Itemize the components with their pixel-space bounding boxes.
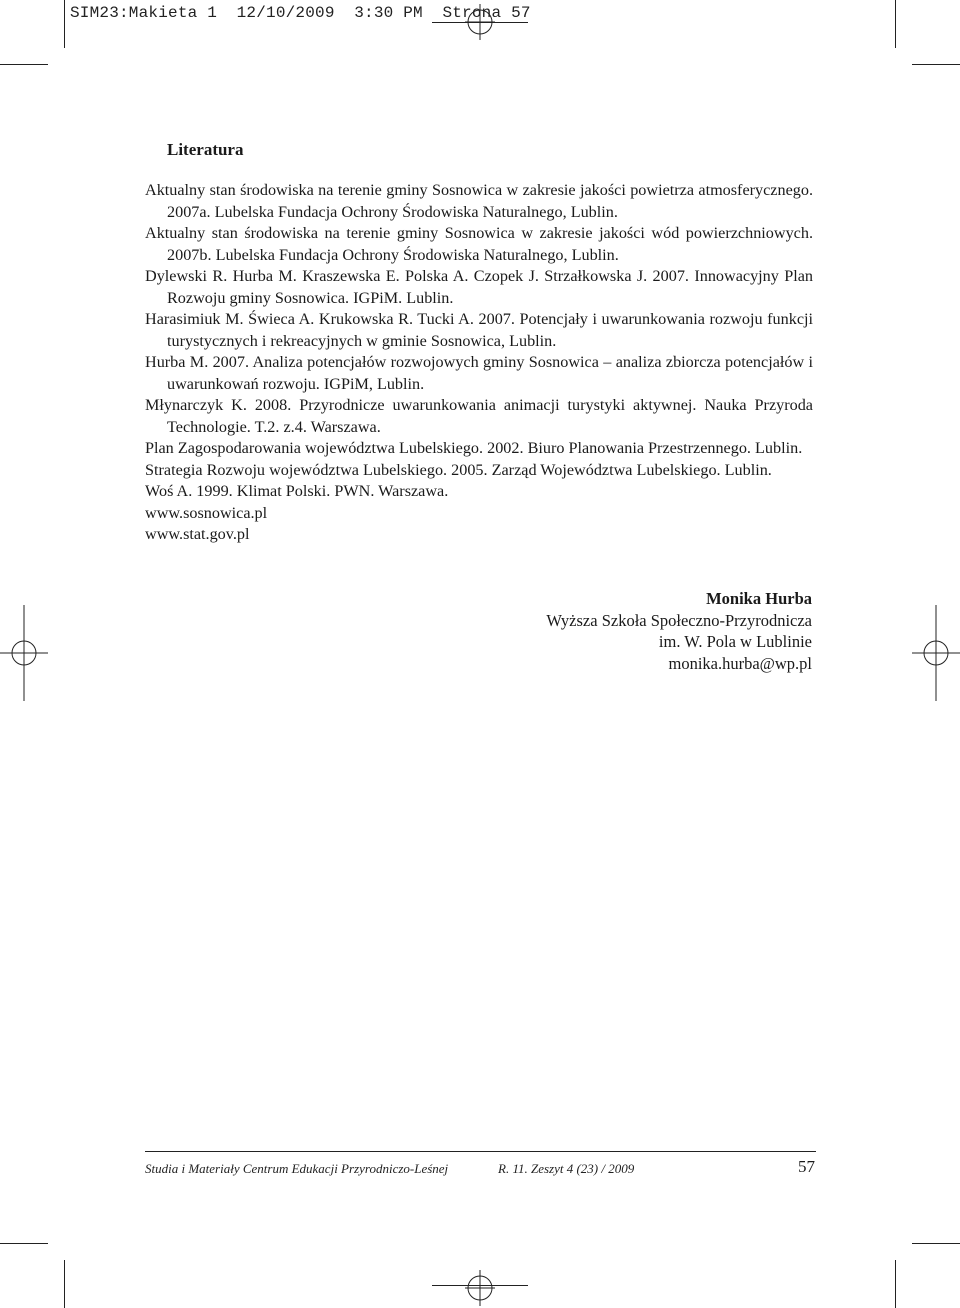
author-name: Monika Hurba: [706, 589, 812, 608]
registration-mark-left: [0, 605, 48, 701]
reference-item: Plan Zagospodarowania województwa Lubelskiego. 2002. Biuro Planowania Przestrzennego. Lublin.: [145, 439, 803, 457]
reference-link[interactable]: www.stat.gov.pl: [145, 525, 250, 543]
author-affiliation: Wyższa Szkoła Społeczno-Przyrodnicza: [546, 610, 812, 630]
crop-mark: [895, 0, 896, 48]
reference-item: Strategia Rozwoju województwa Lubelskiego. 2005. Zarząd Województwa Lubelskiego. Lublin.: [145, 460, 772, 479]
reference-item: Aktualny stan środowiska na terenie gminy Sosnowica w zakresie jakości wód powierzchniowych. 2007b. Lubelska Fundacja Ochrony Środowiska Naturalnego, Lublin.: [145, 224, 813, 264]
crop-mark: [912, 64, 960, 65]
page-number: 57: [798, 1157, 815, 1176]
reference-link[interactable]: www.sosnowica.pl: [145, 503, 268, 522]
author-email[interactable]: monika.hurba@wp.pl: [668, 653, 812, 673]
author-block: [546, 588, 812, 674]
reference-list: [145, 180, 813, 546]
journal-title: Studia i Materiały Centrum Edukacji Przyrodniczo-Leśnej: [145, 1161, 449, 1176]
reference-item: Woś A. 1999. Klimat Polski. PWN. Warszawa.: [145, 482, 449, 500]
reference-item: Dylewski R. Hurba M. Kraszewska E. Polska A. Czopek J. Strzałkowska J. 2007. Innowacyjny Plan Rozwoju gminy Sosnowica. IGPiM. Lublin.: [145, 267, 813, 307]
crop-mark: [64, 1260, 65, 1308]
reference-item: Hurba M. 2007. Analiza potencjałów rozwojowych gminy Sosnowica – analiza zbiorcza potencjałów i uwarunkowań rozwoju. IGPiM, Lublin.: [145, 353, 813, 393]
crop-mark: [0, 64, 48, 65]
registration-mark-right: [912, 605, 960, 701]
issue-info: R. 11. Zeszyt 4 (23) / 2009: [498, 1161, 635, 1176]
crop-mark: [0, 1243, 48, 1244]
crop-mark: [912, 1243, 960, 1244]
section-heading: Literatura: [167, 140, 244, 159]
print-slug: SIM23:Makieta 1 12/10/2009 3:30 PM Strona 57: [70, 4, 531, 22]
reference-item: Harasimiuk M. Świeca A. Krukowska R. Tucki A. 2007. Potencjały i uwarunkowania rozwoju funkcji turystycznych i rekreacyjnych w gminie Sosnowica, Lublin.: [145, 310, 813, 350]
crop-mark: [895, 1260, 896, 1308]
footer-divider: [145, 1151, 816, 1152]
registration-mark-bottom: [465, 1270, 495, 1306]
reference-item: Młynarczyk K. 2008. Przyrodnicze uwarunkowania animacji turystyki aktywnej. Nauka Przyroda Technologie. T.2. z.4. Warszawa.: [145, 396, 813, 436]
author-affiliation: im. W. Pola w Lublinie: [658, 632, 812, 651]
crop-mark: [64, 0, 65, 48]
registration-mark-top: [465, 4, 495, 40]
reference-item: Aktualny stan środowiska na terenie gminy Sosnowica w zakresie jakości powietrza atmosferycznego. 2007a. Lubelska Fundacja Ochrony Środowiska Naturalnego, Lublin.: [145, 181, 813, 221]
